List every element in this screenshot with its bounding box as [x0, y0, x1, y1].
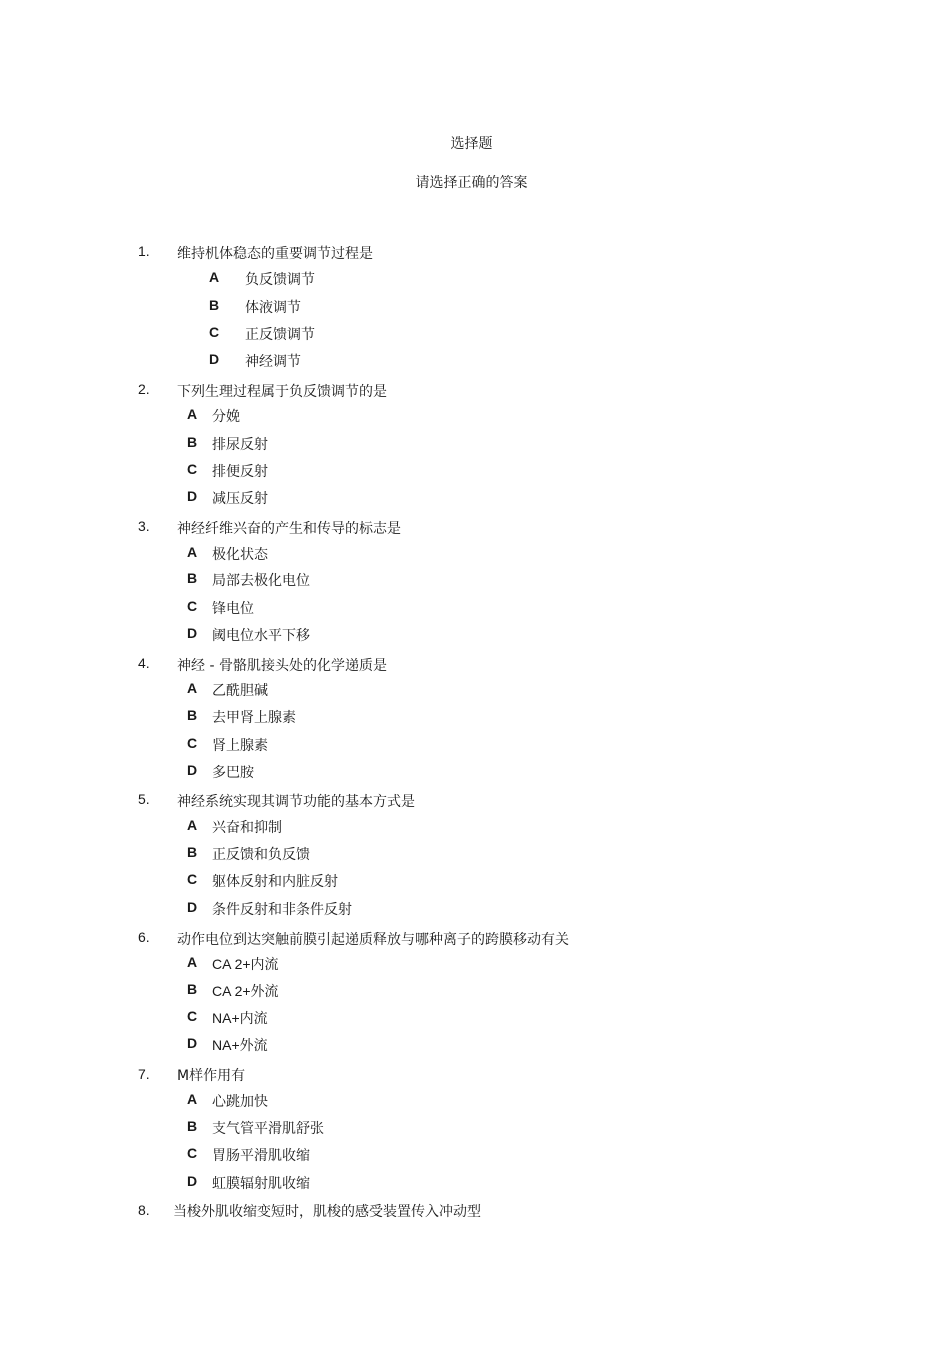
option-letter: D — [187, 762, 198, 778]
option-text: 正反馈调节 — [245, 327, 315, 343]
option-letter: C — [209, 324, 220, 340]
question-number: 3. — [138, 518, 150, 534]
option-letter: A — [187, 406, 198, 422]
option-letter: C — [187, 871, 198, 887]
option-letter: D — [187, 1173, 198, 1189]
option-letter: C — [187, 1008, 198, 1024]
option-text: 乙酰胆碱 — [212, 683, 268, 699]
option-text: 多巴胺 — [212, 765, 254, 781]
option-letter: B — [187, 434, 198, 450]
option-letter: A — [187, 544, 198, 560]
option-text: 兴奋和抑制 — [212, 820, 282, 836]
option-text: 条件反射和非条件反射 — [212, 902, 352, 918]
question-text: 神经纤维兴奋的产生和传导的标志是 — [177, 521, 401, 537]
option-text: 虹膜辐射肌收缩 — [212, 1176, 310, 1192]
question-text: 下列生理过程属于负反馈调节的是 — [177, 384, 387, 400]
option-text: 心跳加快 — [212, 1094, 268, 1110]
option-letter: B — [187, 1118, 198, 1134]
option-letter: A — [187, 954, 198, 970]
option-text: 去甲肾上腺素 — [212, 710, 296, 726]
option-letter: C — [187, 598, 198, 614]
option-text: CA 2+外流 — [212, 983, 279, 999]
option-text: 局部去极化电位 — [212, 573, 310, 589]
question-text: 当梭外肌收缩变短时，肌梭的感受装置传入冲动型 — [173, 1204, 481, 1220]
question-number: 1. — [138, 243, 150, 259]
option-text: 极化状态 — [212, 547, 268, 563]
option-letter: A — [209, 269, 220, 285]
question-number: 6. — [138, 929, 150, 945]
question-number: 4. — [138, 655, 150, 671]
option-text: 分娩 — [212, 409, 240, 425]
option-text: 锋电位 — [212, 601, 254, 617]
option-text: 躯体反射和内脏反射 — [212, 874, 338, 890]
option-letter: C — [187, 461, 198, 477]
question-text: 神经 - 骨骼肌接头处的化学递质是 — [177, 658, 387, 674]
question-number: 7. — [138, 1066, 150, 1082]
question-text: 维持机体稳态的重要调节过程是 — [177, 246, 373, 262]
option-text: 正反馈和负反馈 — [212, 847, 310, 863]
option-letter: C — [187, 1145, 198, 1161]
question-number: 2. — [138, 381, 150, 397]
question-text: 神经系统实现其调节功能的基本方式是 — [177, 794, 415, 810]
question-text: M样作用有 — [177, 1068, 246, 1084]
option-letter: D — [187, 625, 198, 641]
option-letter: B — [209, 297, 220, 313]
option-letter: A — [187, 680, 198, 696]
option-letter: D — [209, 351, 220, 367]
option-text: 阈电位水平下移 — [212, 628, 310, 644]
option-text: CA 2+内流 — [212, 956, 279, 972]
option-text: NA+外流 — [212, 1037, 268, 1053]
option-text: 体液调节 — [245, 300, 301, 316]
option-letter: C — [187, 735, 198, 751]
page-title: 选择题 — [450, 136, 493, 152]
option-letter: D — [187, 1035, 198, 1051]
question-text: 动作电位到达突触前膜引起递质释放与哪种离子的跨膜移动有关 — [177, 932, 569, 948]
option-text: 排尿反射 — [212, 437, 268, 453]
option-letter: D — [187, 899, 198, 915]
option-letter: D — [187, 488, 198, 504]
option-letter: B — [187, 844, 198, 860]
option-text: 胃肠平滑肌收缩 — [212, 1148, 310, 1164]
option-text: 肾上腺素 — [212, 738, 268, 754]
option-text: 支气管平滑肌舒张 — [212, 1121, 324, 1137]
option-letter: A — [187, 817, 198, 833]
option-letter: A — [187, 1091, 198, 1107]
option-letter: B — [187, 570, 198, 586]
option-text: 排便反射 — [212, 464, 268, 480]
option-text: 神经调节 — [245, 354, 301, 370]
option-text: 负反馈调节 — [245, 272, 315, 288]
option-letter: B — [187, 707, 198, 723]
question-number: 5. — [138, 791, 150, 807]
option-text: 减压反射 — [212, 491, 268, 507]
option-letter: B — [187, 981, 198, 997]
question-number: 8. — [138, 1202, 150, 1218]
page-subtitle: 请选择正确的答案 — [415, 175, 528, 191]
option-text: NA+内流 — [212, 1010, 268, 1026]
